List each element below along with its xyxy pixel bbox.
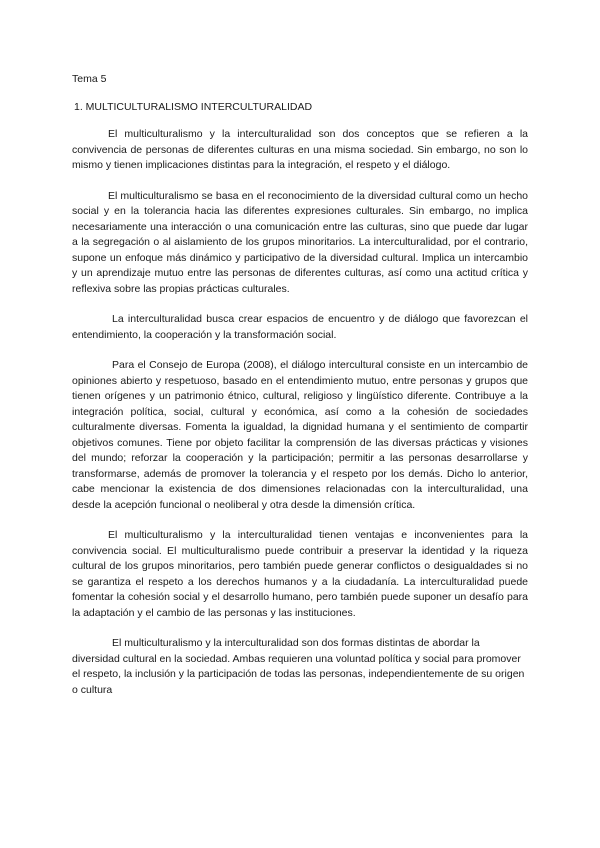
topic-label: Tema 5 [72,73,107,85]
paragraph-interculturality-goal: La interculturalidad busca crear espacios de encuentro y de diálogo que favorezcan el entendimiento, la cooperación y la transformación social. [72,313,528,341]
document-body [72,72,528,713]
paragraph-advantages: El multiculturalismo y la interculturalidad tienen ventajas e inconvenientes para la convivencia social. El multiculturalismo puede contribuir a preservar la identidad y la riqueza cultural de los grupos minoritarios, pero también puede generar conflictos o desigualdades si no se garantiza el respeto a los derechos humanos y a la ciudadanía. La interculturalidad puede fomentar la cohesión social y el desarrollo humano, pero también puede suponer un desafío para la adaptación y el cambio de las personas y las instituciones. [72,529,528,619]
paragraph-council-of-europe: Para el Consejo de Europa (2008), el diálogo intercultural consiste en un intercambio de opiniones abierto y respetuoso, basado en el entendimiento mutuo, entre personas y grupos que tienen orígenes y un patrimonio étnico, cultural, religioso y lingüístico diferente. Contribuye a la integración política, social, cultural y económica, así como a la cohesión de sociedades culturalmente diversas. Fomenta la igualdad, la dignidad humana y el sentimiento de compartir objetivos comunes. Tiene por objeto facilitar la comprensión de las diversas prácticas y visiones del mundo; reforzar la cooperación y la participación; permitir a las personas desarrollarse y transformarse, además de promover la tolerancia y el respeto por los demás. Dicho lo anterior, cabe mencionar la existencia de dos dimensiones relacionadas con la interculturalidad, una desde la acepción funcional o neoliberal y otra desde la dimensión crítica. [72,359,528,511]
section-heading: 1. MULTICULTURALISMO INTERCULTURALIDAD [74,101,313,113]
paragraph-definition: El multiculturalismo y la interculturalidad son dos conceptos que se refieren a la convivencia de personas de diferentes culturas en una misma sociedad. Sin embargo, no son lo mismo y tienen implicaciones distintas para la integración, el respeto y el diálogo. [72,128,528,171]
paragraph-multiculturalism: El multiculturalismo se basa en el reconocimiento de la diversidad cultural como un hecho social y en la tolerancia hacia las diferentes expresiones culturales. Sin embargo, no implica necesariamente una interacción o una comunicación entre las culturas, sino que puede dar lugar a la segregación o al aislamiento de los grupos minoritarios. La interculturalidad, por el contrario, supone un enfoque más dinámico y participativo de la diversidad cultural. Implica un intercambio y un aprendizaje mutuo entre las personas de diferentes culturas, así como una actitud crítica y reflexiva sobre las propias prácticas culturales. [72,189,528,295]
paragraph-conclusion: El multiculturalismo y la interculturalidad son dos formas distintas de abordar la diversidad cultural en la sociedad. Ambas requieren una voluntad política y social para promover el respeto, la inclusión y la participación de todas las personas, independientemente de su origen o cultura [72,637,525,696]
